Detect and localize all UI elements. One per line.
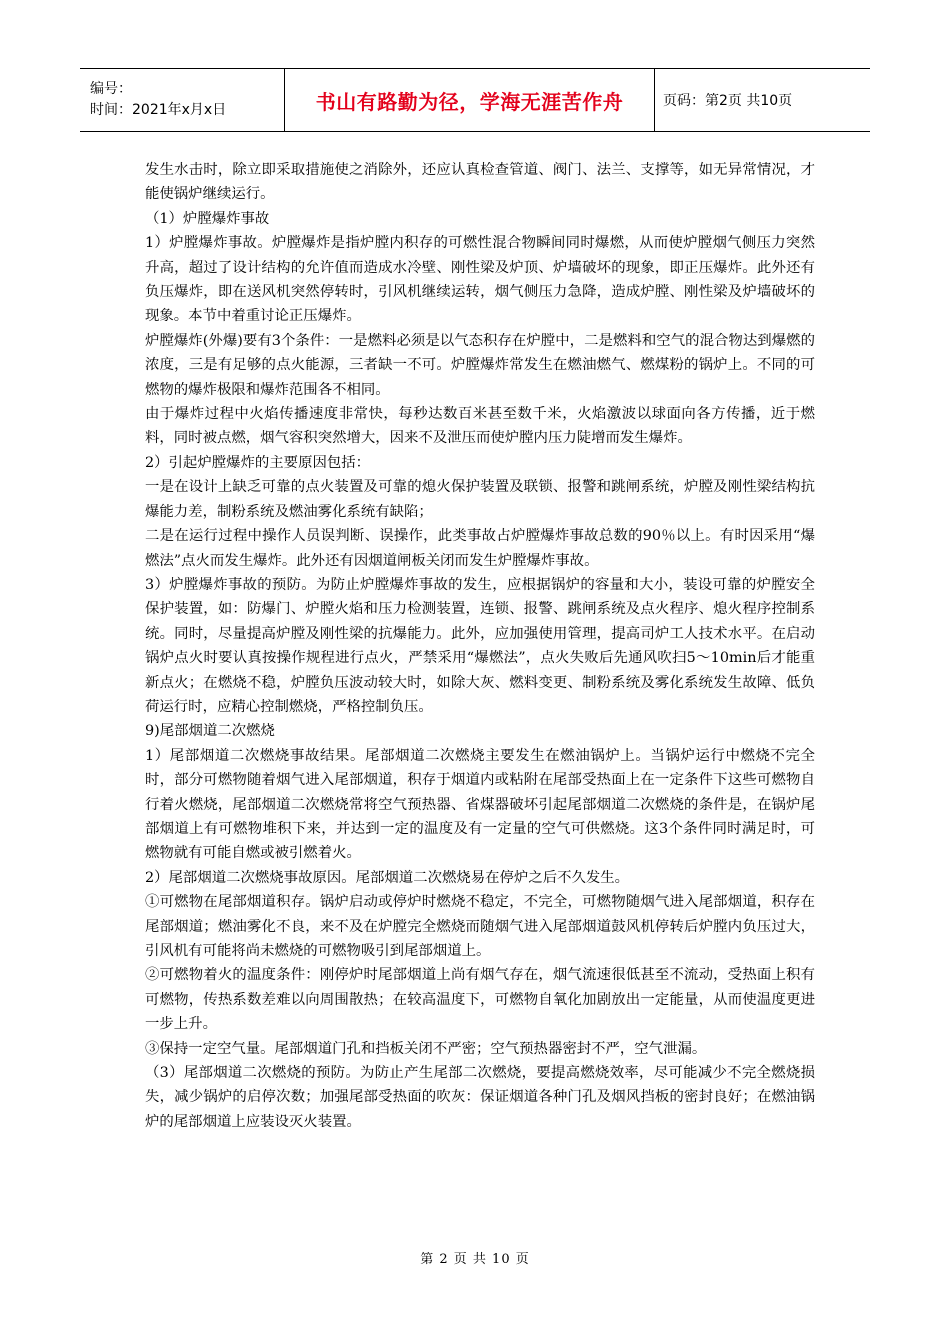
page-header: [80, 68, 870, 132]
header-page-number: 页码：第2页 共10页: [663, 93, 793, 109]
section-heading: （1）炉膛爆炸事故: [145, 210, 270, 227]
paragraph: ③保持一定空气量。尾部烟道门孔和挡板关闭不严密；空气预热器密封不严，空气泄漏。: [145, 1040, 707, 1057]
paragraph: 1）炉膛爆炸事故。炉膛爆炸是指炉膛内积存的可燃性混合物瞬间同时爆燃，从而使炉膛烟气侧压力突然升高，超过了设计结构的允许值而造成水冷壁、刚性梁及炉顶、炉墙破坏的现象，即正压爆炸。此外还有负压爆炸，即在送风机突然停转时，引风机继续运转，烟气侧压力急降，造成炉膛、刚性梁及炉墙破坏的现象。本节中着重讨论正压爆炸。: [145, 235, 815, 325]
paragraph: 由于爆炸过程中火焰传播速度非常快，每秒达数百米甚至数千米，火焰激波以球面向各方传播，近于燃料，同时被点燃，烟气容积突然增大，因来不及泄压而使炉膛内压力陡增而发生爆炸。: [145, 406, 815, 447]
paragraph: 炉膛爆炸(外爆)要有3个条件：一是燃料必须是以气态积存在炉膛中，二是燃料和空气的混合物达到爆燃的浓度，三是有足够的点火能源，三者缺一不可。炉膛爆炸常发生在燃油燃气、燃煤粉的锅炉上。不同的可燃物的爆炸极限和爆炸范围各不相同。: [145, 332, 815, 398]
paragraph: 3）炉膛爆炸事故的预防。为防止炉膛爆炸事故的发生，应根据锅炉的容量和大小，装设可靠的炉膛安全保护装置，如：防爆门、炉膛火焰和压力检测装置，连锁、报警、跳闸系统及点火程序、熄火程序控制系统。同时，尽量提高炉膛及刚性梁的抗爆能力。此外，应加强使用管理，提高司炉工人技术水平。在启动锅炉点火时要认真按操作规程进行点火，严禁采用“爆燃法”，点火失败后先通风吹扫5～10min后才能重新点火；在燃烧不稳，炉膛负压波动较大时，如除大灰、燃料变更、制粉系统及雾化系统发生故障、低负荷运行时，应精心控制燃烧，严格控制负压。: [145, 576, 815, 715]
paragraph: 2）尾部烟道二次燃烧事故原因。尾部烟道二次燃烧易在停炉之后不久发生。: [145, 869, 630, 886]
paragraph: 2）引起炉膛爆炸的主要原因包括：: [145, 454, 371, 471]
paragraph: 1）尾部烟道二次燃烧事故结果。尾部烟道二次燃烧主要发生在燃油锅炉上。当锅炉运行中燃烧不完全时，部分可燃物随着烟气进入尾部烟道，积存于烟道内或粘附在尾部受热面上在一定条件下这些可燃物自行着火燃烧，尾部烟道二次燃烧常将空气预热器、省煤器破坏引起尾部烟道二次燃烧的条件是，在锅炉尾部烟道上有可燃物堆积下来，并达到一定的温度及有一定量的空气可供燃烧。这3个条件同时满足时，可燃物就有可能自燃或被引燃着火。: [145, 747, 815, 862]
header-page-cell: [655, 69, 870, 131]
paragraph: ①可燃物在尾部烟道积存。锅炉启动或停炉时燃烧不稳定，不完全，可燃物随烟气进入尾部烟道，积存在尾部烟道；燃油雾化不良，来不及在炉膛完全燃烧而随烟气进入尾部烟道鼓风机停转后炉膛内负压过大，引风机有可能将尚未燃烧的可燃物吸引到尾部烟道上。: [145, 894, 815, 959]
header-meta: [80, 69, 285, 131]
paragraph: ②可燃物着火的温度条件：刚停炉时尾部烟道上尚有烟气存在，烟气流速很低甚至不流动，受热面上积有可燃物，传热系数差难以向周围散热；在较高温度下，可燃物自氧化加剧放出一定能量，从而使温度更进一步上升。: [145, 967, 815, 1033]
paragraph: （3）尾部烟道二次燃烧的预防。为防止产生尾部二次燃烧，要提高燃烧效率，尽可能减少不完全燃烧损失，减少锅炉的启停次数；加强尾部受热面的吹灰：保证烟道各种门孔及烟风挡板的密封良好；在燃油锅炉的尾部烟道上应装设灭火装置。: [145, 1065, 815, 1130]
document-time-label: 时间：2021年x月x日: [90, 102, 227, 118]
paragraph: 发生水击时，除立即采取措施使之消除外，还应认真检查管道、阀门、法兰、支撑等，如无异常情况，才能使锅炉继续运行。: [145, 162, 815, 203]
header-motto-cell: [285, 69, 655, 131]
section-heading: 9)尾部烟道二次燃烧: [145, 723, 275, 740]
paragraph: 一是在设计上缺乏可靠的点火装置及可靠的熄火保护装置及联锁、报警和跳闸系统，炉膛及刚性梁结构抗爆能力差，制粉系统及燃油雾化系统有缺陷；: [145, 479, 815, 520]
document-number-label: 编号：: [90, 81, 132, 97]
header-motto: 书山有路勤为径，学海无涯苦作舟: [315, 89, 624, 114]
paragraph: 二是在运行过程中操作人员误判断、误操作，此类事故占炉膛爆炸事故总数的90％以上。有时因采用“爆燃法”点火而发生爆炸。此外还有因烟道闸板关闭而发生炉膛爆炸事故。: [145, 528, 815, 569]
document-body: [145, 158, 815, 1134]
footer-page-number: 第 2 页 共 10 页: [420, 1252, 530, 1267]
page-footer: [0, 1248, 950, 1267]
